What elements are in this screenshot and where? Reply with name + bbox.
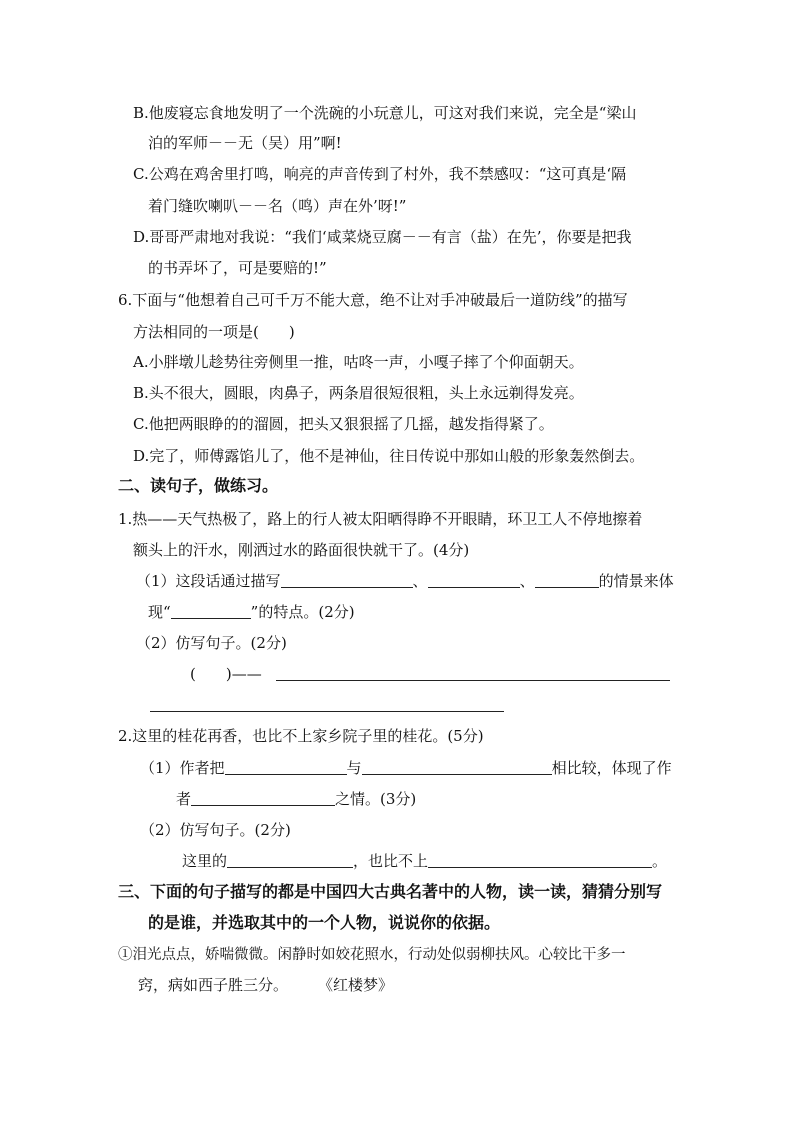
- s2-q1-sub1-suffix2: ”的特点。(2分): [250, 603, 355, 621]
- s2-q2-sub1-suffix: 相比较，体现了作: [551, 759, 672, 777]
- q5-option-b-line2: 泊的军师－－无（吴）用”啊!: [148, 134, 342, 152]
- s2-q2-sub2: （2）仿写句子。(2分): [140, 821, 291, 839]
- s2-q1-sub1-prefix2: 现“: [148, 603, 171, 621]
- q6-stem-line2: 方法相同的一项是( ): [133, 323, 295, 341]
- s2-q2-sub1-prefix2: 者: [176, 790, 192, 808]
- s2-q1-sub2: （2）仿写句子。(2分): [136, 634, 287, 652]
- section3-title-line1: 三、下面的句子描写的都是中国四大古典名著中的人物，读一读，猜猜分别写: [118, 882, 663, 901]
- q6-option-b: B.头不很大，圆眼，肉鼻子，两条眉很短很粗，头上永远剃得发亮。: [133, 384, 584, 402]
- separator: 、: [412, 572, 428, 590]
- q6-stem-line1: 6.下面与“他想着自己可千万不能大意，绝不让对手冲破最后一道防线”的描写: [118, 291, 628, 309]
- s2-q1-sub1-line1: [136, 571, 674, 591]
- answer-blank-3[interactable]: [535, 571, 599, 588]
- answer-line-1[interactable]: [276, 680, 670, 681]
- s2-q2-sub1-line2: [176, 789, 416, 809]
- s2-q1-sub1-line2: [148, 602, 355, 622]
- s2-q2-fill-middle: ，也比不上: [353, 852, 429, 870]
- answer-blank-5[interactable]: [225, 758, 347, 775]
- s2-q2-sub1-prefix: （1）作者把: [140, 759, 225, 777]
- answer-blank-1[interactable]: [281, 571, 413, 588]
- s2-q2-fill-end: 。: [652, 852, 668, 870]
- s3-item1-source: 《红楼梦》: [318, 976, 394, 994]
- answer-line-2[interactable]: [150, 711, 504, 712]
- s2-q2-sub1-and: 与: [346, 759, 362, 777]
- s2-q1-paren: ( )——: [190, 665, 262, 683]
- s2-q1-sub1-suffix: 的情景来体: [598, 572, 674, 590]
- s3-item1-text: 窍，病如西子胜三分。: [138, 976, 289, 994]
- s2-q1-sub1-prefix: （1）这段话通过描写: [136, 572, 281, 590]
- s2-q2-fill-line: [182, 851, 667, 871]
- s2-q2-sub1-suffix2: 之情。(3分): [335, 790, 417, 808]
- q5-option-d-line1: D.哥哥严肃地对我说：“我们‘咸菜烧豆腐－－有言（盐）在先’，你要是把我: [133, 228, 632, 246]
- q5-option-c-line1: C.公鸡在鸡舍里打鸣，响亮的声音传到了村外，我不禁感叹：“这可真是‘隔: [133, 165, 627, 183]
- answer-blank-7[interactable]: [191, 789, 335, 806]
- answer-blank-8[interactable]: [227, 851, 353, 868]
- q5-option-d-line2: 的书弄坏了，可是要赔的!”: [148, 259, 327, 277]
- answer-blank-4[interactable]: [171, 602, 251, 619]
- s2-q2-text: 2.这里的桂花再香，也比不上家乡院子里的桂花。(5分): [118, 727, 484, 745]
- answer-blank-2[interactable]: [428, 571, 520, 588]
- q5-option-b-line1: B.他废寝忘食地发明了一个洗碗的小玩意儿，可这对我们来说，完全是“梁山: [133, 104, 637, 122]
- section3-title-line2: 的是谁，并选取其中的一个人物，说说你的依据。: [148, 913, 501, 932]
- s2-q2-fill-prefix: 这里的: [182, 852, 228, 870]
- separator: 、: [519, 572, 535, 590]
- q6-option-c: C.他把两眼睁的的溜圆，把头又狠狠摇了几摇，越发指得紧了。: [133, 415, 554, 433]
- q5-option-c-line2: 着门缝吹喇叭－－名（鸣）声在外’呀!”: [148, 197, 407, 215]
- section2-title: 二、读句子，做练习。: [118, 476, 279, 495]
- s3-item1-line1: ①泪光点点，娇喘微微。闲静时如姣花照水，行动处似弱柳扶风。心较比干多一: [118, 947, 626, 963]
- s2-q2-sub1-line1: [140, 758, 672, 778]
- q6-option-d: D.完了，师傅露馅儿了，他不是神仙，往日传说中那如山般的形象轰然倒去。: [133, 447, 645, 465]
- s2-q1-text-line2: 额头上的汗水，刚洒过水的路面很快就干了。(4分): [133, 541, 470, 559]
- answer-blank-9[interactable]: [428, 851, 652, 868]
- q6-option-a: A.小胖墩儿趁势往旁侧里一推，咕咚一声，小嘎子摔了个仰面朝天。: [133, 353, 584, 371]
- s3-item1-line2: [138, 975, 393, 995]
- answer-blank-6[interactable]: [362, 758, 552, 775]
- s2-q1-text-line1: 1.热——天气热极了，路上的行人被太阳晒得睁不开眼睛，环卫工人不停地擦着: [118, 510, 643, 528]
